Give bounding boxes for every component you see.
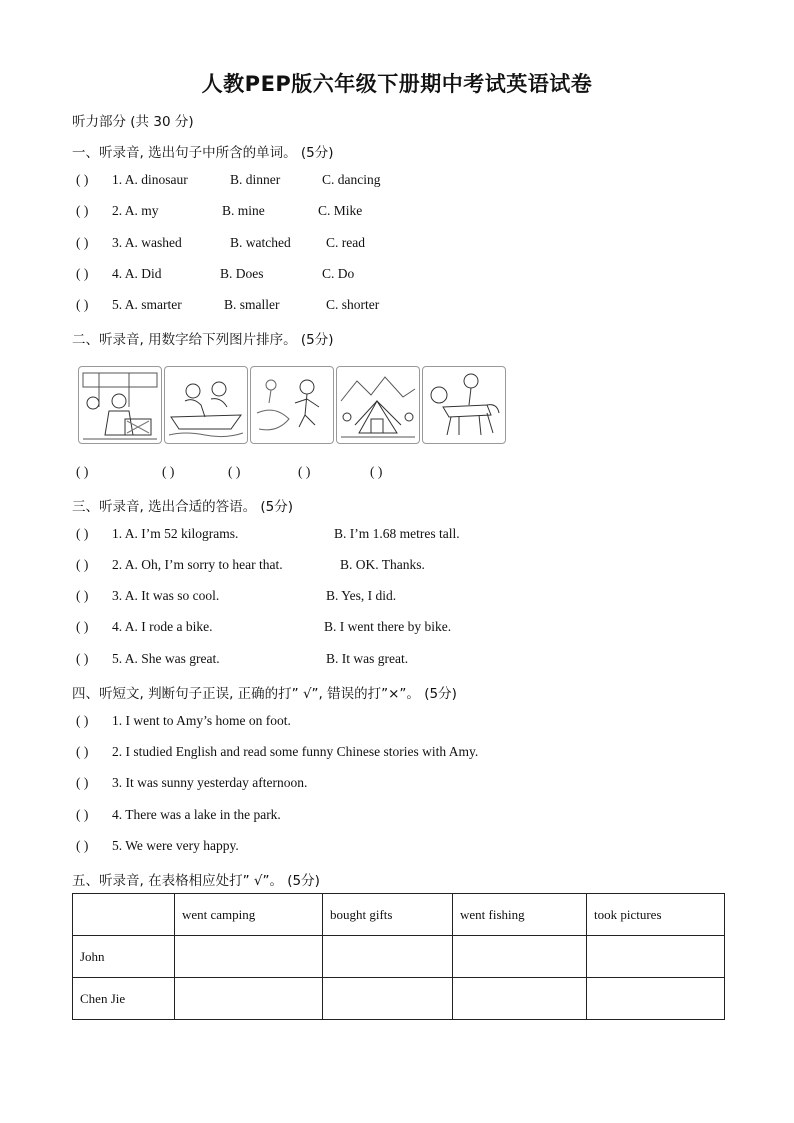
option-b: B. Yes, I did. <box>326 588 397 603</box>
option-b: B. I’m 1.68 metres tall. <box>334 526 460 541</box>
question-row <box>0 619 794 637</box>
option-c: C. shorter <box>326 297 380 312</box>
option-b: B. watched <box>230 235 291 250</box>
answer-blank[interactable]: ( ) <box>76 744 89 759</box>
option-c: C. Mike <box>318 203 363 218</box>
section3-heading: 三、听录音, 选出合适的答语。 (5分) <box>72 499 293 515</box>
answer-cell[interactable] <box>587 936 725 978</box>
option-a: 2. A. Oh, I’m sorry to hear that. <box>112 557 283 572</box>
question-row <box>0 651 794 669</box>
section4-heading: 四、听短文, 判断句子正误, 正确的打” √”, 错误的打”×”。 (5分) <box>72 686 457 702</box>
picture-5 <box>422 366 506 444</box>
answer-cell[interactable] <box>323 978 453 1020</box>
answer-blank[interactable]: ( ) <box>76 807 89 822</box>
question-row <box>0 807 794 825</box>
question-row <box>0 235 794 253</box>
picture-order-blank[interactable]: ( ) <box>162 464 175 479</box>
picture-2 <box>164 366 248 444</box>
option-b: B. It was great. <box>326 651 409 666</box>
statement-text: 5. We were very happy. <box>112 838 239 853</box>
option-b: B. I went there by bike. <box>324 619 452 634</box>
option-c: C. dancing <box>322 172 381 187</box>
option-b: B. Does <box>220 266 264 281</box>
section2-heading: 二、听录音, 用数字给下列图片排序。 (5分) <box>72 332 334 348</box>
question-row <box>0 588 794 606</box>
option-a: 3. A. It was so cool. <box>112 588 220 603</box>
listening-header: 听力部分 (共 30 分) <box>72 114 194 130</box>
section5-heading: 五、听录音, 在表格相应处打” √”。 (5分) <box>72 873 320 889</box>
option-a: 1. A. I’m 52 kilograms. <box>112 526 239 541</box>
option-a: 2. A. my <box>112 203 159 218</box>
option-c: C. read <box>326 235 365 250</box>
statement-text: 3. It was sunny yesterday afternoon. <box>112 775 308 790</box>
answer-cell[interactable] <box>175 978 323 1020</box>
table-header-cell <box>73 894 175 936</box>
option-a: 4. A. I rode a bike. <box>112 619 213 634</box>
picture-1 <box>78 366 162 444</box>
question-row <box>0 203 794 221</box>
answer-cell[interactable] <box>453 978 587 1020</box>
table-header-cell: went camping <box>175 894 323 936</box>
table-row <box>73 978 725 1020</box>
table-row <box>73 936 725 978</box>
picture-order-blank[interactable]: ( ) <box>298 464 311 479</box>
answer-blank[interactable]: ( ) <box>76 588 89 603</box>
statement-text: 1. I went to Amy’s home on foot. <box>112 713 291 728</box>
answer-blank[interactable]: ( ) <box>76 838 89 853</box>
answer-blank[interactable]: ( ) <box>76 266 89 281</box>
statement-text: 2. I studied English and read some funny Chinese stories with Amy. <box>112 744 479 759</box>
table-header-cell: bought gifts <box>323 894 453 936</box>
page-title: 人教PEP版六年级下册期中考试英语试卷 <box>201 72 593 96</box>
picture-3 <box>250 366 334 444</box>
question-row <box>0 266 794 284</box>
question-row <box>0 297 794 315</box>
answer-blank[interactable]: ( ) <box>76 297 89 312</box>
answer-blank[interactable]: ( ) <box>76 713 89 728</box>
picture-order-blank[interactable]: ( ) <box>370 464 383 479</box>
answer-blank[interactable]: ( ) <box>76 203 89 218</box>
row-label: John <box>73 936 175 978</box>
answer-cell[interactable] <box>175 936 323 978</box>
option-a: 4. A. Did <box>112 266 162 281</box>
question-row <box>0 557 794 575</box>
question-row <box>0 744 794 762</box>
question-row <box>0 775 794 793</box>
section1-heading: 一、听录音, 选出句子中所含的单词。 (5分) <box>72 145 334 161</box>
answer-blank[interactable]: ( ) <box>76 526 89 541</box>
option-a: 1. A. dinosaur <box>112 172 188 187</box>
table-header-row <box>73 894 725 936</box>
question-row <box>0 838 794 856</box>
answer-blank[interactable]: ( ) <box>76 172 89 187</box>
row-label: Chen Jie <box>73 978 175 1020</box>
picture-4 <box>336 366 420 444</box>
option-a: 5. A. She was great. <box>112 651 220 666</box>
picture-order-blank[interactable]: ( ) <box>228 464 241 479</box>
option-b: B. dinner <box>230 172 281 187</box>
answer-cell[interactable] <box>587 978 725 1020</box>
answer-cell[interactable] <box>323 936 453 978</box>
option-c: C. Do <box>322 266 355 281</box>
option-b: B. smaller <box>224 297 280 312</box>
answer-blank[interactable]: ( ) <box>76 775 89 790</box>
question-row <box>0 713 794 731</box>
question-row <box>0 526 794 544</box>
answer-table <box>72 893 725 1020</box>
answer-blank[interactable]: ( ) <box>76 651 89 666</box>
table-header-cell: went fishing <box>453 894 587 936</box>
table-header-cell: took pictures <box>587 894 725 936</box>
option-a: 5. A. smarter <box>112 297 182 312</box>
answer-blank[interactable]: ( ) <box>76 235 89 250</box>
answer-blank[interactable]: ( ) <box>76 619 89 634</box>
picture-order-blank[interactable]: ( ) <box>76 464 89 479</box>
picture-strip <box>78 366 498 444</box>
answer-blank[interactable]: ( ) <box>76 557 89 572</box>
question-row <box>0 172 794 190</box>
option-b: B. OK. Thanks. <box>340 557 425 572</box>
statement-text: 4. There was a lake in the park. <box>112 807 281 822</box>
picture-order-row <box>0 464 794 482</box>
option-b: B. mine <box>222 203 265 218</box>
answer-cell[interactable] <box>453 936 587 978</box>
option-a: 3. A. washed <box>112 235 182 250</box>
